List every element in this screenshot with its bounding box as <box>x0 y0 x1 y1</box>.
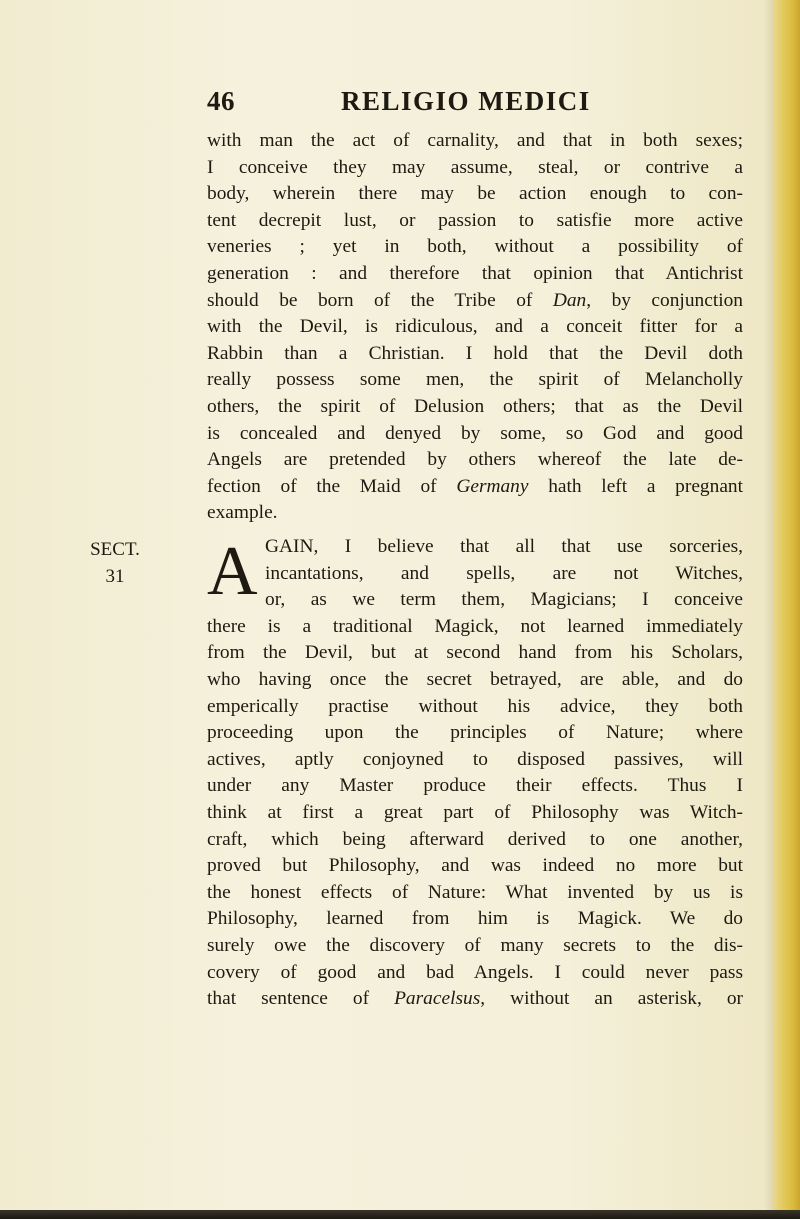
text-fragment: hath left a pregnant <box>528 475 744 497</box>
text-fragment: that sentence of <box>207 988 370 1010</box>
text-line: think at first a great part of Philosophy was Witch- <box>207 801 743 823</box>
text-fragment: fection of the Maid of <box>207 475 437 497</box>
text-line: with man the act of carnality, and that in both sexes; <box>207 130 743 151</box>
text-line: Philosophy, learned from him is Magick. We do <box>207 908 743 930</box>
text-line: generation : and therefore that opinion that Antichrist <box>207 262 743 284</box>
text-line: craft, which being afterward derived to one another, <box>207 828 743 850</box>
text-line: proceeding upon the principles of Nature; where <box>207 722 743 744</box>
text-line: Angels are pretended by others whereof the late de- <box>207 449 743 471</box>
text-line: Rabbin than a Christian. I hold that the Devil doth <box>207 342 743 364</box>
section-margin-note <box>80 537 150 590</box>
gilt-fore-edge <box>774 0 800 1219</box>
text-line: actives, aptly conjoyned to disposed passives, will <box>207 748 743 770</box>
text-line: really possess some men, the spirit of Melancholly <box>207 369 743 391</box>
text-line: proved but Philosophy, and was indeed no more but <box>207 855 743 877</box>
italic-word: Paracelsus <box>394 988 481 1010</box>
section-number: 31 <box>105 565 125 587</box>
text-line: covery of good and bad Angels. I could never pass <box>207 961 743 983</box>
section-label: SECT. <box>90 539 140 560</box>
bottom-edge <box>0 1210 800 1219</box>
page-number: 46 <box>207 86 235 116</box>
text-fragment: , without an asterisk, or <box>480 988 743 1010</box>
text-line: surely owe the discovery of many secrets to the dis- <box>207 934 743 956</box>
text-line: is concealed and denyed by some, so God and good <box>207 422 743 444</box>
text-line: veneries ; yet in both, without a possibility of <box>207 236 743 258</box>
text-line: tent decrepit lust, or passion to satisfie more active <box>207 209 743 231</box>
text-line: under any Master produce their effects. Thus I <box>207 775 743 797</box>
text-line: the honest effects of Nature: What invented by us is <box>207 881 743 903</box>
text-line: others, the spirit of Delusion others; that as the Devil <box>207 395 743 417</box>
running-title: RELIGIO MEDICI <box>341 86 591 116</box>
text-line: emperically practise without his advice, they both <box>207 695 743 717</box>
italic-word: Dan <box>552 289 587 311</box>
paragraph-2 <box>207 534 743 1013</box>
text-line: example. <box>207 502 278 524</box>
text-line: there is a traditional Magick, not learned immediately <box>207 615 743 637</box>
page-header <box>207 86 743 120</box>
text-line: incantations, and spells, are not Witches, <box>265 562 743 584</box>
text-line: who having once the secret betrayed, are able, and do <box>207 668 743 690</box>
drop-cap: A <box>207 533 258 610</box>
text-line <box>207 474 743 501</box>
text-line: with the Devil, is ridiculous, and a conceit fitter for a <box>207 316 743 338</box>
text-line <box>207 288 743 315</box>
paragraph-1 <box>207 128 743 527</box>
text-line: GAIN, I believe that all that use sorceries, <box>265 536 743 557</box>
text-fragment: , by conjunction <box>586 289 743 311</box>
text-fragment: should be born of the Tribe of <box>207 289 533 311</box>
text-line: I conceive they may assume, steal, or contrive a <box>207 156 743 178</box>
text-line: or, as we term them, Magicians; I conceive <box>265 589 743 611</box>
text-line <box>207 986 743 1013</box>
text-line: body, wherein there may be action enough to con- <box>207 183 743 205</box>
text-line: from the Devil, but at second hand from his Scholars, <box>207 642 743 664</box>
italic-word: Germany <box>456 475 529 497</box>
page-edge-shadow <box>764 0 774 1219</box>
